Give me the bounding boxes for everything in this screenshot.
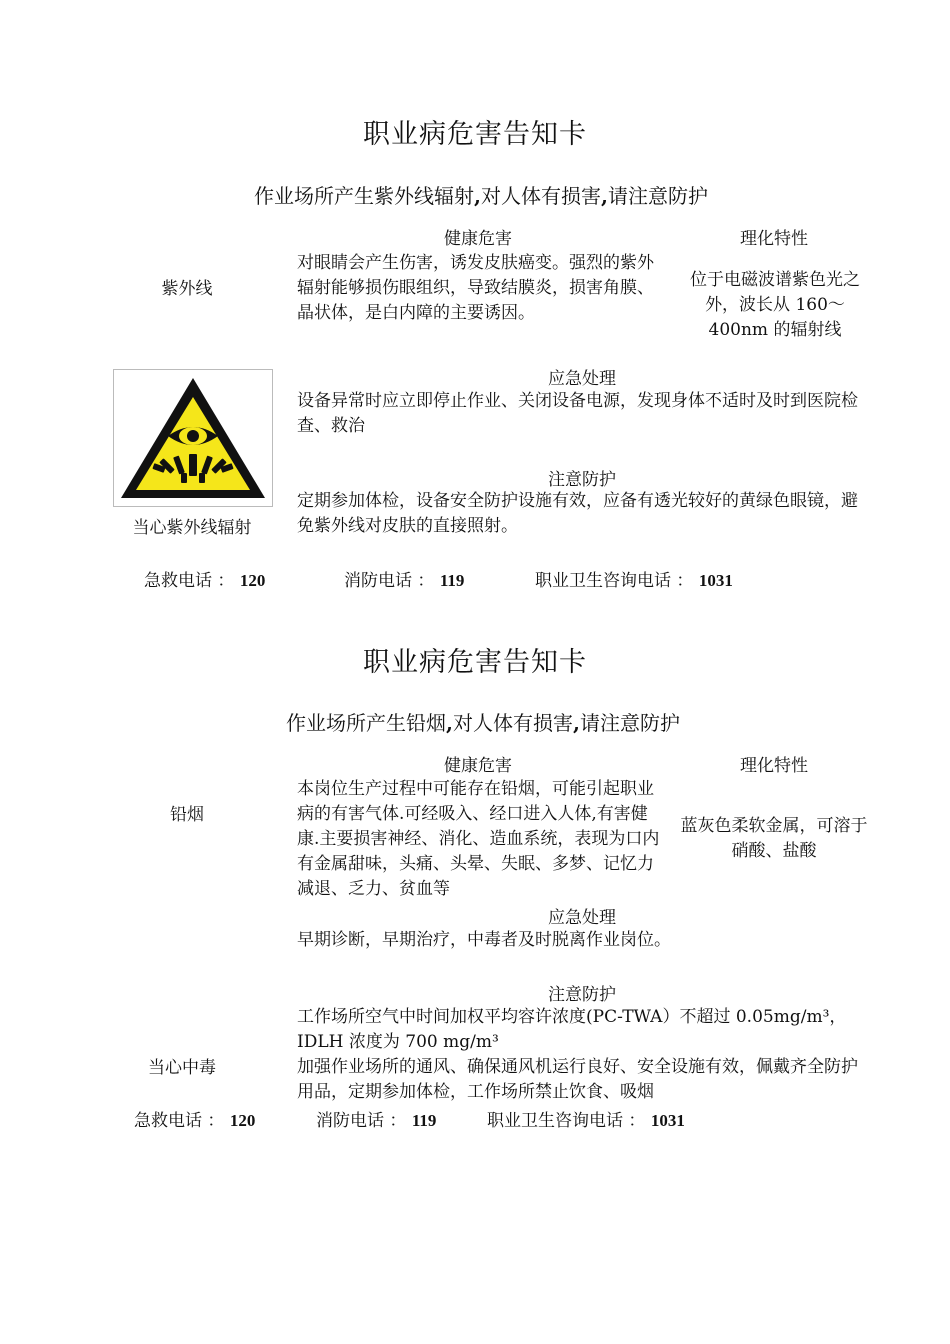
properties-text: 位于电磁波谱紫色光之外，波长从 160～400nm 的辐射线: [690, 270, 860, 340]
subtitle-part: 作业场所产生铅烟: [286, 711, 447, 735]
properties-header: 理化特性: [740, 229, 808, 249]
phone-number: 120: [239, 571, 266, 590]
subtitle-part: 对人体有损害: [481, 184, 601, 208]
subtitle-part: 请注意防护: [607, 184, 708, 208]
phone-number: 1031: [698, 571, 733, 590]
first-aid-phone: [144, 566, 265, 591]
protection-header: 注意防护: [548, 470, 616, 490]
phone-label: 急救电话 ：: [144, 571, 235, 591]
phone-label: 职业卫生咨询电话 ：: [535, 571, 694, 591]
emergency-text: 设备异常时应立即停止作业、关闭设备电源，发现身体不适时及时到医院检查、救治: [297, 391, 858, 436]
properties-text: 蓝灰色柔软金属，可溶于硝酸、盐酸: [680, 816, 868, 861]
health-hazard-header: 健康危害: [444, 229, 512, 249]
emergency-header: 应急处理: [548, 369, 616, 389]
phone-number: 120: [229, 1111, 256, 1130]
hazard-name: 紫外线: [161, 279, 213, 299]
properties-header: 理化特性: [740, 756, 808, 776]
health-hazard-text: 对眼睛会产生伤害，诱发皮肤癌变。强烈的紫外辐射能够损伤眼组织，导致结膜炎，损害角膜、晶状体，是白内障的主要诱因。: [297, 253, 654, 323]
uv-radiation-warning-icon: [114, 370, 272, 506]
protection-text: 定期参加体检，设备安全防护设施有效，应备有透光较好的黄绿色眼镜，避免紫外线对皮肤的直接照射。: [297, 491, 858, 536]
fire-phone: [316, 1106, 436, 1131]
subtitle-sep: ,: [601, 184, 608, 208]
protection-header: 注意防护: [548, 985, 616, 1005]
phone-label: 职业卫生咨询电话 ：: [487, 1111, 646, 1131]
protection-idlh-line: IDLH 浓度为 700 mg/m³: [297, 1032, 499, 1052]
fire-phone: [344, 566, 464, 591]
subtitle-part: 对人体有损害: [453, 711, 573, 735]
card-subtitle: [0, 707, 950, 736]
occupational-health-phone: [487, 1106, 685, 1131]
occupational-health-phone: [535, 566, 733, 591]
phone-number: 119: [439, 571, 465, 590]
phone-label: 消防电话 ：: [316, 1111, 407, 1131]
uv-warning-sign: [113, 369, 273, 507]
card-subtitle: [0, 180, 950, 209]
health-hazard-header: 健康危害: [444, 756, 512, 776]
subtitle-sep: ,: [573, 711, 580, 735]
phone-label: 急救电话 ：: [134, 1111, 225, 1131]
subtitle-sep: ,: [446, 711, 453, 735]
subtitle-sep: ,: [474, 184, 481, 208]
emergency-text: 早期诊断，早期治疗，中毒者及时脱离作业岗位。: [297, 930, 671, 950]
protection-text: 加强作业场所的通风、确保通风机运行良好、安全设施有效，佩戴齐全防护用品，定期参加体检，工作场所禁止饮食、吸烟: [297, 1057, 858, 1102]
emergency-header: 应急处理: [548, 908, 616, 928]
health-hazard-text: 本岗位生产过程中可能存在铅烟，可能引起职业病的有害气体.可经吸入、经口进入人体,有害健康.主要损害神经、消化、造血系统，表现为口内有金属甜味，头痛、头晕、失眠、多梦、记忆力减退、乏力、贫血等: [297, 779, 660, 899]
sign-caption: 当心紫外线辐射: [132, 518, 252, 538]
phone-number: 1031: [650, 1111, 685, 1130]
card-title: 职业病危害告知卡: [363, 119, 587, 150]
phone-label: 消防电话 ：: [344, 571, 435, 591]
protection-limit-line: 工作场所空气中时间加权平均容许浓度(PC-TWA）不超过 0.05mg/m³，: [297, 1007, 847, 1027]
subtitle-part: 作业场所产生紫外线辐射: [254, 184, 475, 208]
hazard-name: 铅烟: [170, 805, 204, 825]
sign-caption: 当心中毒: [148, 1058, 216, 1078]
phone-number: 119: [411, 1111, 437, 1130]
card-title: 职业病危害告知卡: [363, 647, 587, 678]
subtitle-part: 请注意防护: [579, 711, 680, 735]
first-aid-phone: [134, 1106, 255, 1131]
